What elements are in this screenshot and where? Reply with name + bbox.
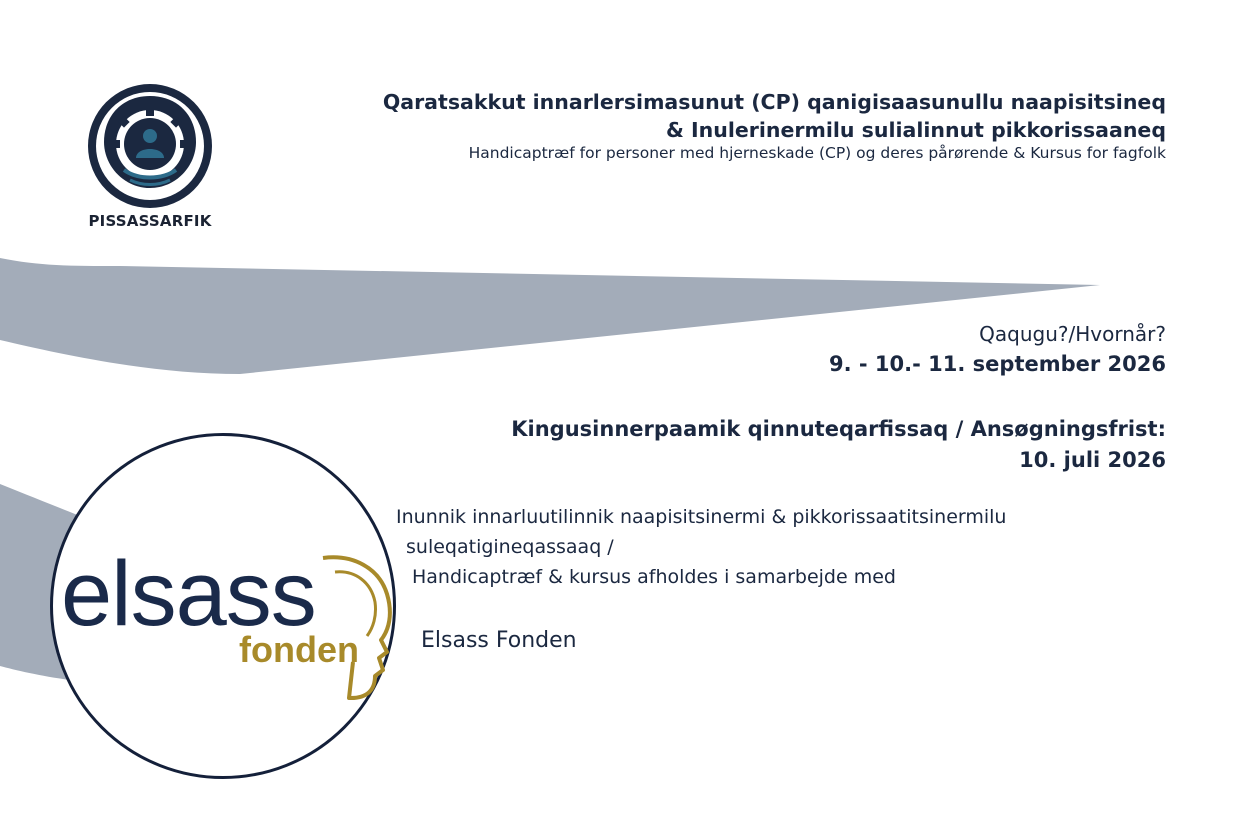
event-dates: 9. - 10.- 11. september 2026 — [829, 352, 1166, 376]
deadline-label: Kingusinnerpaamik qinnuteqarfissaq / Ansøgningsfrist: — [511, 417, 1166, 441]
collaboration-line-3: Handicaptræf & kursus afholdes i samarbejde med — [412, 566, 896, 588]
partner-name: Elsass Fonden — [421, 628, 577, 653]
partner-logo-circle — [50, 433, 396, 779]
collaboration-line-1: Inunnik innarluutilinnik naapisitsinermi & pikkorissaatitsinermilu — [396, 506, 1007, 528]
collaboration-text — [396, 502, 1176, 592]
event-date-block — [466, 320, 1166, 380]
deadline-block — [406, 414, 1166, 476]
partner-wordmark: elsass — [61, 543, 316, 645]
subtitle: Handicaptræf for personer med hjerneskade (CP) og deres pårørende & Kursus for fagfolk — [468, 144, 1166, 162]
pissassarfik-emblem-icon — [80, 84, 220, 212]
collaboration-line-2: suleqatigineqassaaq / — [406, 536, 614, 558]
title-line-2: & Inulerinermilu sulialinnut pikkorissaaneq — [666, 118, 1166, 142]
deadline-date: 10. juli 2026 — [1019, 448, 1166, 472]
partner-wordmark-sub: fonden — [239, 629, 359, 670]
when-label: Qaqugu?/Hvornår? — [979, 322, 1166, 346]
header — [266, 88, 1166, 162]
organization-name: PISSASSARFIK — [88, 212, 212, 230]
title-line-1: Qaratsakkut innarlersimasunut (CP) qanigisaasunullu naapisitsineq — [382, 90, 1166, 114]
